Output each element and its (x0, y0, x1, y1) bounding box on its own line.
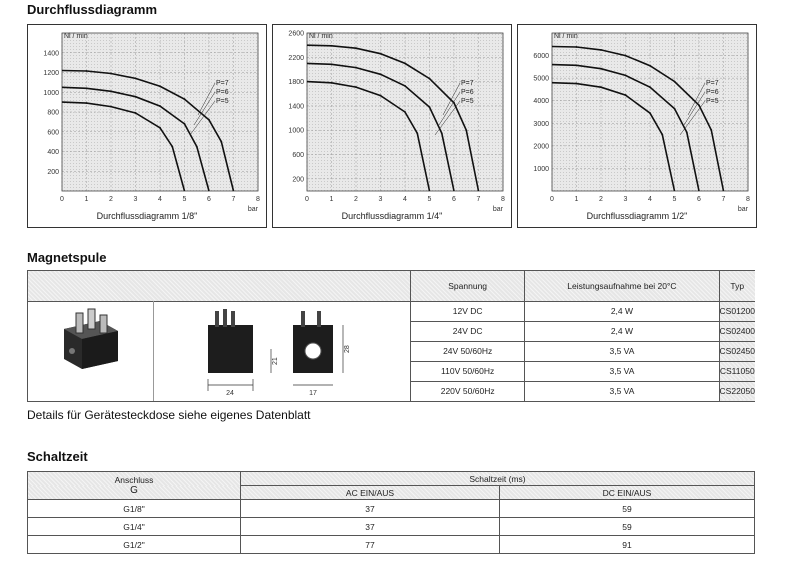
cell-voltage: 110V 50/60Hz (411, 361, 525, 381)
cell-voltage: 24V DC (411, 321, 525, 341)
data-point (171, 146, 173, 148)
coil-image-header (28, 271, 410, 302)
cell-power: 3,5 VA (525, 381, 719, 401)
coil-section (27, 270, 755, 402)
x-tick-label: 2 (109, 196, 113, 203)
y-tick-label: 2200 (288, 54, 304, 62)
data-point (465, 129, 467, 131)
dim-width-1: 24 (226, 390, 234, 397)
cell-type: CS22050 (719, 381, 755, 401)
y-tick-label: 1400 (288, 103, 304, 111)
cell-power: 3,5 VA (525, 341, 719, 361)
y-tick-label: 4000 (533, 98, 549, 106)
table-row (28, 500, 755, 518)
chart-caption: Durchflussdiagramm 1/2" (586, 211, 688, 221)
y-tick-label: 1400 (43, 50, 59, 58)
x-tick-label: 7 (231, 196, 236, 203)
table-row (411, 301, 756, 321)
data-point (600, 68, 602, 70)
chart-caption: Durchflussdiagramm 1/4" (341, 211, 443, 221)
header-power: Leistungsaufnahme bei 20°C (525, 271, 719, 301)
cell-power: 3,5 VA (525, 361, 719, 381)
chart-caption: Durchflussdiagramm 1/8" (96, 211, 198, 221)
series-label: P=5 (461, 98, 474, 105)
cell-ac: 77 (241, 536, 500, 554)
series-label: P=5 (216, 98, 229, 105)
data-point (625, 94, 627, 96)
data-point (625, 55, 627, 57)
x-tick-label: 0 (550, 196, 554, 203)
x-tick-label: 1 (574, 196, 579, 203)
dim-height: 28 (344, 345, 351, 353)
x-tick-label: 3 (378, 196, 383, 203)
data-point (416, 132, 418, 134)
x-tick-label: 4 (403, 196, 407, 203)
cell-type: CS01200 (719, 301, 755, 321)
y-axis-label: Nl / min (64, 33, 88, 40)
header-voltage: Spannung (411, 271, 525, 301)
x-tick-label: 6 (697, 196, 701, 203)
table-row (28, 518, 755, 536)
series-label: P=5 (706, 98, 719, 105)
cell-ac: 37 (241, 518, 500, 536)
cell-voltage: 24V 50/60Hz (411, 341, 525, 361)
x-tick-label: 5 (182, 196, 187, 203)
data-point (355, 67, 357, 69)
series-label: P=6 (216, 89, 229, 96)
data-point (661, 134, 663, 136)
flow-chart-1-4 (272, 24, 512, 228)
data-point (380, 95, 382, 97)
coil-table (410, 271, 755, 401)
data-point (135, 78, 137, 80)
data-point (208, 119, 210, 121)
x-tick-label: 8 (501, 196, 505, 203)
series-label: P=6 (461, 89, 474, 96)
x-tick-label: 6 (207, 196, 211, 203)
x-tick-label: 1 (84, 196, 89, 203)
data-point (220, 141, 222, 143)
data-point (380, 73, 382, 75)
table-row (411, 321, 756, 341)
table-row (411, 381, 756, 401)
data-point (110, 73, 112, 75)
y-tick-label: 1200 (43, 70, 59, 77)
flow-chart-svg (28, 25, 266, 227)
data-point (331, 63, 333, 65)
flow-chart-svg (518, 25, 756, 227)
heading-flow-diagram: Durchflussdiagramm (27, 2, 158, 17)
data-point (404, 111, 406, 113)
coil-photo (56, 307, 126, 369)
x-tick-label: 6 (452, 196, 456, 203)
data-point (649, 112, 651, 114)
cell-power: 2,4 W (525, 321, 719, 341)
cell-voltage: 220V 50/60Hz (411, 381, 525, 401)
y-tick-label: 800 (47, 109, 59, 117)
data-point (404, 85, 406, 87)
data-point (355, 86, 357, 88)
cell-connection: G1/8" (28, 500, 241, 518)
header-connection-g: G (130, 485, 138, 496)
header-connection (28, 472, 241, 500)
series-label: P=7 (461, 80, 474, 87)
y-axis-label: Nl / min (309, 33, 333, 40)
x-tick-label: 4 (158, 196, 162, 203)
y-tick-label: 6000 (533, 53, 549, 61)
flow-chart-1-8 (27, 24, 267, 228)
table-row (411, 341, 756, 361)
data-point (110, 90, 112, 92)
series-label: P=6 (706, 89, 719, 96)
y-tick-label: 2000 (533, 143, 549, 151)
data-point (441, 132, 443, 134)
divider (153, 301, 154, 401)
x-tick-label: 7 (721, 196, 726, 203)
x-tick-label: 7 (476, 196, 481, 203)
header-type: Typ (719, 271, 755, 301)
data-point (429, 78, 431, 80)
datasheet-note: Details für Gerätesteckdose siehe eigenes Datenblatt (27, 408, 311, 422)
cell-dc: 59 (500, 500, 755, 518)
data-point (110, 106, 112, 108)
data-point (600, 49, 602, 51)
header-switching-time: Schaltzeit (ms) (241, 472, 755, 486)
cell-type: CS02450 (719, 341, 755, 361)
dim-width-2: 17 (309, 390, 317, 397)
data-point (686, 131, 688, 133)
y-tick-label: 1000 (533, 165, 549, 173)
data-point (625, 75, 627, 77)
data-point (710, 129, 712, 131)
flow-chart-svg (273, 25, 511, 227)
data-point (429, 106, 431, 108)
cell-type: CS02400 (719, 321, 755, 341)
data-point (600, 86, 602, 88)
y-tick-label: 600 (47, 129, 59, 137)
y-tick-label: 1000 (288, 127, 304, 135)
data-point (331, 82, 333, 84)
header-connection-label: Anschluss (114, 475, 154, 485)
data-point (576, 64, 578, 66)
y-tick-label: 200 (47, 168, 59, 176)
x-tick-label: 8 (256, 196, 260, 203)
x-tick-label: 5 (672, 196, 677, 203)
cell-connection: G1/4" (28, 518, 241, 536)
data-point (576, 46, 578, 48)
table-row (411, 361, 756, 381)
y-tick-label: 400 (47, 149, 59, 156)
y-tick-label: 3000 (533, 120, 549, 128)
x-axis-label: bar (247, 206, 258, 213)
coil-dimension-drawing (193, 305, 393, 399)
x-tick-label: 0 (60, 196, 64, 203)
x-tick-label: 1 (329, 196, 334, 203)
data-point (196, 146, 198, 148)
x-tick-label: 0 (305, 196, 309, 203)
data-point (649, 86, 651, 88)
data-point (674, 108, 676, 110)
data-point (576, 83, 578, 85)
header-dc: DC EIN/AUS (500, 486, 755, 500)
data-point (380, 53, 382, 55)
x-tick-label: 5 (427, 196, 432, 203)
x-axis-label: bar (737, 206, 748, 213)
data-point (86, 102, 88, 104)
table-row (28, 536, 755, 554)
data-point (159, 85, 161, 87)
x-tick-label: 8 (746, 196, 750, 203)
data-point (135, 112, 137, 114)
y-tick-label: 2600 (288, 30, 304, 38)
x-tick-label: 2 (599, 196, 603, 203)
cell-connection: G1/2" (28, 536, 241, 554)
y-tick-label: 1000 (43, 89, 59, 97)
y-tick-label: 5000 (533, 75, 549, 83)
data-point (331, 45, 333, 47)
heading-switching-time: Schaltzeit (27, 449, 88, 464)
x-tick-label: 3 (623, 196, 628, 203)
switch-time-table (27, 471, 755, 554)
cell-dc: 91 (500, 536, 755, 554)
dim-small: 21 (272, 357, 279, 365)
data-point (184, 98, 186, 100)
cell-power: 2,4 W (525, 301, 719, 321)
cell-ac: 37 (241, 500, 500, 518)
data-point (86, 87, 88, 89)
data-point (159, 105, 161, 107)
x-tick-label: 4 (648, 196, 652, 203)
series-label: P=7 (706, 80, 719, 87)
cell-type: CS11050 (719, 361, 755, 381)
x-tick-label: 3 (133, 196, 138, 203)
data-point (355, 47, 357, 49)
cell-dc: 59 (500, 518, 755, 536)
data-point (135, 96, 137, 98)
y-axis-label: Nl / min (554, 33, 578, 40)
y-tick-label: 200 (292, 176, 304, 184)
data-point (184, 123, 186, 125)
x-axis-label: bar (492, 206, 503, 213)
y-tick-label: 1800 (288, 79, 304, 87)
y-tick-label: 600 (292, 152, 304, 160)
data-point (649, 65, 651, 67)
x-tick-label: 2 (354, 196, 358, 203)
heading-solenoid-coil: Magnetspule (27, 250, 107, 265)
series-label: P=7 (216, 80, 229, 87)
header-ac: AC EIN/AUS (241, 486, 500, 500)
data-point (674, 81, 676, 83)
data-point (159, 127, 161, 129)
data-point (404, 62, 406, 64)
flow-chart-1-2 (517, 24, 757, 228)
data-point (86, 70, 88, 72)
data-point (698, 104, 700, 106)
cell-voltage: 12V DC (411, 301, 525, 321)
